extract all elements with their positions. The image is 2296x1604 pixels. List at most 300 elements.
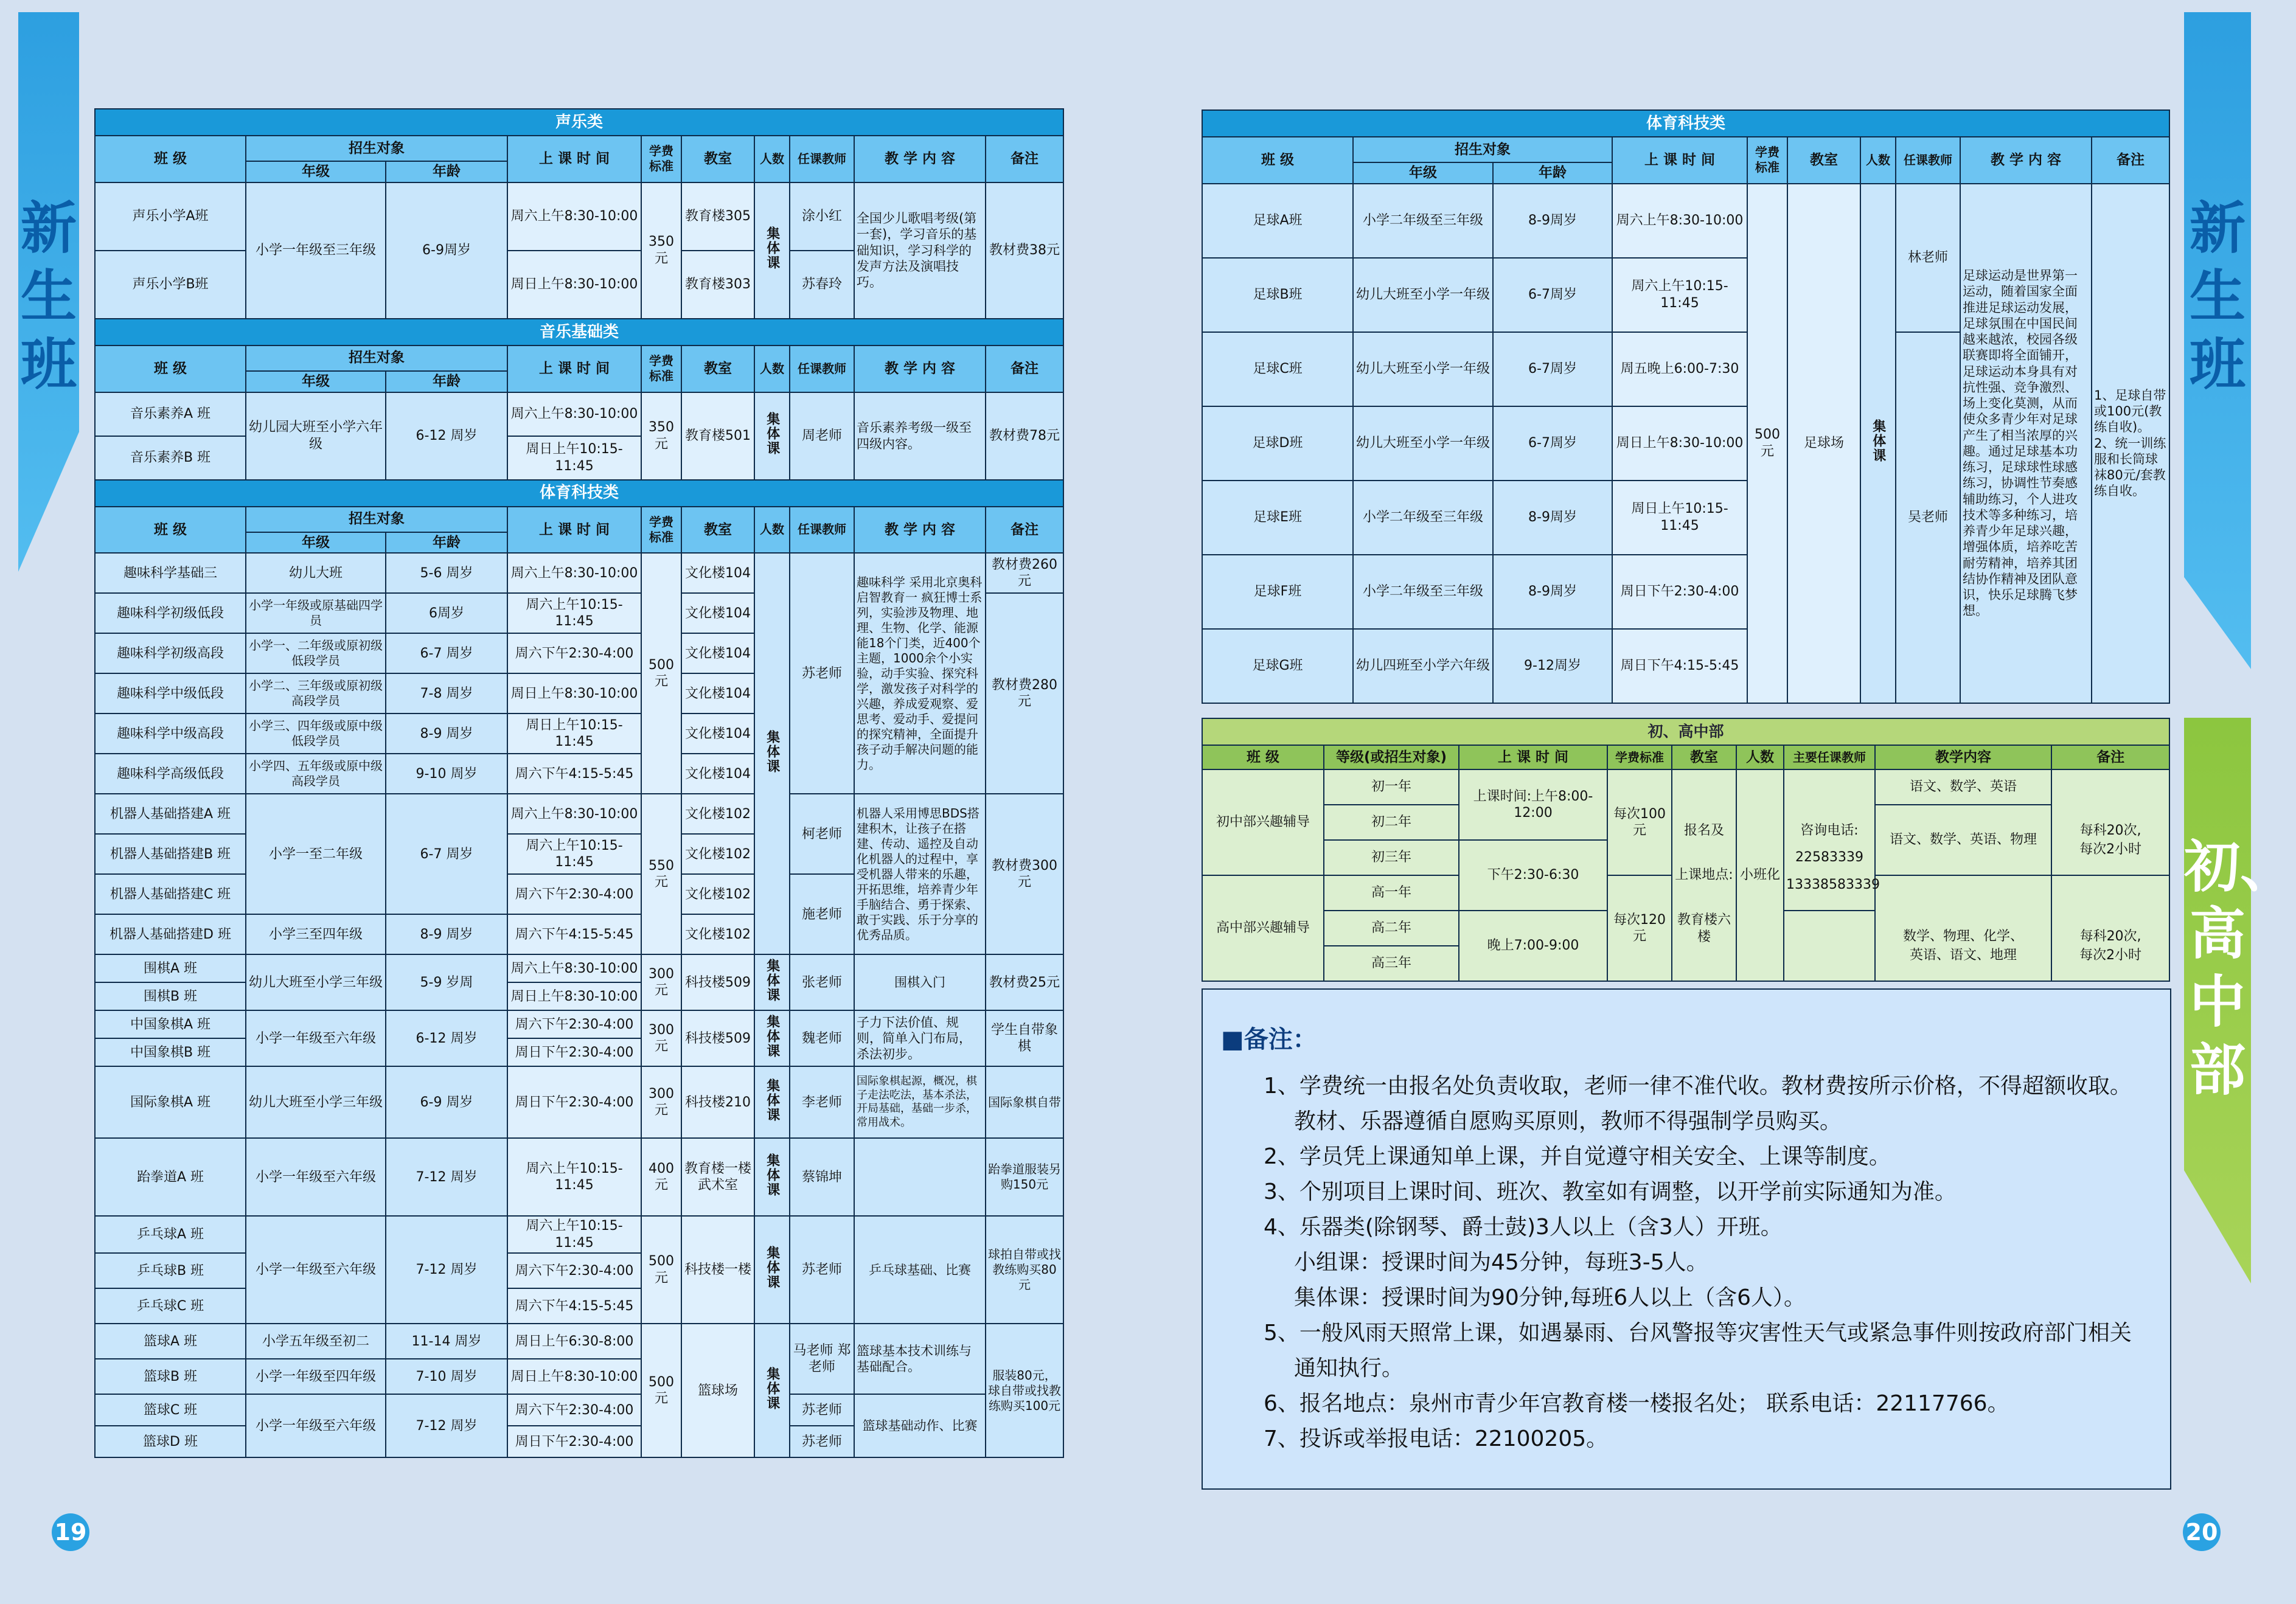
hdr-class: 班 级 (95, 136, 246, 182)
grade-cell: 小学四、五年级或原中级高段学员 (246, 754, 386, 794)
time-cell: 周六上午8:30-10:00 (507, 182, 641, 251)
num-cell (754, 182, 790, 319)
age-cell: 6-7周岁 (1493, 332, 1612, 406)
remark-cell: 每次2小时 (2051, 840, 2169, 875)
hdr-teacher: 任课教师 (1896, 137, 1960, 184)
hdr-class: 班 级 (95, 507, 246, 554)
grade-cell: 小学一至二年级 (246, 794, 386, 914)
hdr-time: 上 课 时 间 (507, 507, 641, 554)
room-cell: 文化楼102 (681, 914, 754, 954)
table-row: 足球B班 (1202, 258, 1353, 332)
num-cell (754, 553, 790, 954)
hdr-room: 教室 (1787, 137, 1860, 184)
table-row: 乒乓球B 班 (95, 1253, 246, 1288)
hdr-content: 教 学 内 容 (854, 345, 986, 392)
hdr-num: 人数 (754, 345, 790, 392)
time-cell: 周六上午8:30-10:00 (1612, 184, 1747, 258)
hdr-grade: 年级 (246, 532, 386, 554)
hdr-target: 招生对象 (246, 345, 507, 371)
num-text: 集体课 (764, 1246, 780, 1290)
age-cell: 7-12 周岁 (386, 1216, 507, 1324)
hdr-time: 上 课 时 间 (1459, 745, 1607, 769)
room-cell: 文化楼102 (681, 874, 754, 914)
hdr-target: 招生对象 (246, 507, 507, 532)
age-cell: 7-10 周岁 (386, 1359, 507, 1394)
table-row: 中国象棋B 班 (95, 1038, 246, 1066)
hdr-fee: 学费标准 (641, 507, 681, 554)
num-cell (754, 392, 790, 480)
teacher-cell: 咨询电话: (1784, 769, 1875, 840)
teacher-cell: 施老师 (790, 874, 854, 954)
hdr-content: 教 学 内 容 (854, 136, 986, 182)
time-cell: 周六上午10:15-11:45 (507, 1138, 641, 1216)
table-row: 趣味科学基础三 (95, 553, 246, 593)
content-cell: 篮球基本技术训练与基础配合。 (854, 1324, 986, 1394)
hdr-class: 班 级 (1202, 137, 1353, 184)
note-line: 5、一般风雨天照常上课，如遇暴雨、台风警报等灾害性天气或紧急事件则按政府部门相关 (1264, 1321, 2132, 1345)
time-cell: 周日下午2:30-4:00 (507, 1066, 641, 1138)
teacher-cell: 张老师 (790, 954, 854, 1010)
content-cell: 围棋入门 (854, 954, 986, 1010)
table-row: 足球G班 (1202, 629, 1353, 703)
remark-cell: 跆拳道服装另购150元 (986, 1138, 1063, 1216)
time-cell: 周六上午10:15-11:45 (507, 593, 641, 633)
right-sidebar-label-bottom-b: 高中部 (2189, 901, 2246, 1103)
time-cell: 周日上午10:15-11:45 (507, 436, 641, 480)
grade-cell: 小学一年级至三年级 (246, 182, 386, 319)
hdr-teacher: 任课教师 (790, 507, 854, 554)
num-cell: 小班化 (1736, 769, 1784, 981)
high-school-table (1202, 718, 2170, 982)
age-cell: 7-8 周岁 (386, 673, 507, 713)
table-row: 足球A班 (1202, 184, 1353, 258)
time-cell: 周日上午8:30-10:00 (507, 251, 641, 319)
teacher-cell: 苏老师 (790, 553, 854, 794)
time-cell: 周日下午2:30-4:00 (507, 1038, 641, 1066)
time-cell: 周六下午4:15-5:45 (507, 754, 641, 794)
table-row: 篮球A 班 (95, 1324, 246, 1359)
table-row: 趣味科学初级高段 (95, 633, 246, 673)
hdr-age: 年龄 (1493, 162, 1612, 184)
age-cell: 8-9周岁 (1493, 555, 1612, 629)
table-row: 足球F班 (1202, 555, 1353, 629)
time-cell: 周六上午8:30-10:00 (507, 794, 641, 834)
time-cell: 周日上午6:30-8:00 (507, 1324, 641, 1359)
time-cell: 周日下午2:30-4:00 (507, 1426, 641, 1457)
table-row: 篮球D 班 (95, 1426, 246, 1457)
table-row: 趣味科学高级低段 (95, 754, 246, 794)
content-cell: 全国少儿歌唱考级(第一套)，学习音乐的基础知识，学习科学的发声方法及演唱技巧。 (854, 182, 986, 319)
hdr-grade: 年级 (246, 371, 386, 392)
room-cell: 报名及 (1672, 769, 1736, 840)
page-number-left: 19 (52, 1513, 89, 1551)
room-cell: 教育楼六楼 (1672, 911, 1736, 981)
hdr-grade: 年级 (1353, 162, 1493, 184)
age-cell: 6-12 周岁 (386, 1010, 507, 1066)
table-row: 围棋A 班 (95, 954, 246, 982)
age-cell: 7-12 周岁 (386, 1394, 507, 1457)
table-row: 中国象棋A 班 (95, 1010, 246, 1038)
table-row: 乒乓球A 班 (95, 1216, 246, 1253)
grade-cell: 初三年 (1324, 840, 1459, 875)
notes-title: ■备注： (1221, 1026, 1317, 1054)
remark-cell: 球拍自带或找教练购买80元 (986, 1216, 1063, 1324)
teacher-cell: 周老师 (790, 392, 854, 480)
table-row: 篮球C 班 (95, 1394, 246, 1426)
hdr-grade: 等级(或招生对象) (1324, 745, 1459, 769)
table-row: 趣味科学中级低段 (95, 673, 246, 713)
hdr-content: 教学内容 (1875, 745, 2051, 769)
fee-cell: 350 元 (641, 392, 681, 480)
remark-cell: 每科20次, (2051, 875, 2169, 946)
note-line: 1、学费统一由报名处负责收取，老师一律不准代收。教材费按所示价格，不得超额收取。 (1264, 1074, 2132, 1099)
hdr-age: 年龄 (386, 161, 507, 182)
left-sidebar-label: 新生班 (20, 196, 77, 397)
time-cell: 周六下午4:15-5:45 (507, 914, 641, 954)
time-cell: 周六下午2:30-4:00 (507, 1394, 641, 1426)
content-cell: 足球运动是世界第一运动，随着国家全面推进足球运动发展，足球氛围在中国民间越来越浓，校园各级联赛即将全面铺开，足球运动本身具有对抗性强、竞争激烈、场上变化莫测，从而使众多青少年对足球产生了相当浓厚的兴趣。通过足球基本功练习，足球球性球感练习，协调性节奏感辅助练习，个人进攻技术等多种练习，培养青少年足球兴趣，增强体质，培养吃苦耐劳精神，培养其团结协作精神及团队意识，快乐足球腾飞梦想。 (1960, 184, 2092, 703)
hdr-room: 教室 (1672, 745, 1736, 769)
hdr-teacher: 任课教师 (790, 136, 854, 182)
age-cell: 7-12 周岁 (386, 1138, 507, 1216)
time-cell: 周日上午8:30-10:00 (507, 673, 641, 713)
hdr-remark: 备注 (2051, 745, 2169, 769)
time-cell: 周六下午2:30-4:00 (507, 874, 641, 914)
table-row: 围棋B 班 (95, 982, 246, 1010)
hdr-class: 班 级 (95, 345, 246, 392)
table-row: 跆拳道A 班 (95, 1138, 246, 1216)
hdr-teacher: 主要任课教师 (1784, 745, 1875, 769)
fee-cell: 350元 (641, 182, 681, 319)
remark-cell: 1、足球自带或100元(教练自收)。2、统一训练服和长筒球袜80元/套教练自收。 (2092, 184, 2169, 703)
age-cell: 9-10 周岁 (386, 754, 507, 794)
hdr-content: 教 学 内 容 (854, 507, 986, 554)
room-cell: 教育楼501 (681, 392, 754, 480)
fee-cell: 300 元 (641, 1010, 681, 1066)
note-line: 2、学员凭上课通知单上课，并自觉遵守相关安全、上课等制度。 (1264, 1144, 1891, 1169)
hdr-remark: 备注 (986, 507, 1063, 554)
table-row: 声乐小学A班 (95, 182, 246, 251)
fee-cell: 300 元 (641, 954, 681, 1010)
grade-cell: 小学三至四年级 (246, 914, 386, 954)
content-cell: 乒乓球基础、比赛 (854, 1216, 986, 1324)
remark-cell: 教材费280元 (986, 593, 1063, 794)
teacher-cell: 苏春玲 (790, 251, 854, 319)
room-cell: 教育楼303 (681, 251, 754, 319)
grade-cell: 小学二年级至三年级 (1353, 481, 1493, 555)
grade-cell: 小学二、三年级或原初级高段学员 (246, 673, 386, 713)
time-cell: 周六上午10:15-11:45 (507, 834, 641, 874)
time-cell: 周六下午4:15-5:45 (507, 1288, 641, 1324)
teacher-cell: 22583339 (1784, 840, 1875, 875)
teacher-cell-empty (1784, 911, 1875, 981)
num-text: 集体课 (764, 1014, 780, 1058)
num-text: 集体课 (1870, 419, 1886, 463)
hdr-time: 上 课 时 间 (507, 345, 641, 392)
note-line: 通知执行。 (1294, 1356, 1404, 1381)
content-cell: 趣味科学 采用北京奥科启智教育一 疯狂博士系列，实验涉及物理、地理、生物、化学、能源能18个门类，近400个主题，1000余个小实验，动手实验、探究科学，激发孩子对科学的兴趣，养成爱观察、爱思考、爱动手、爱提问的探究精神，全面提升孩子动手解决问题的能力。 (854, 553, 986, 794)
room-cell: 文化楼102 (681, 794, 754, 834)
room-cell: 文化楼102 (681, 834, 754, 874)
content-cell: 篮球基础动作、比赛 (854, 1394, 986, 1457)
note-line: 6、报名地点：泉州市青少年宫教育楼一楼报名处； 联系电话：22117766。 (1264, 1391, 2009, 1416)
content-cell: 机器人采用博思BDS搭建积木，让孩子在搭建、传动、遥控及自动化机器人的过程中，享受机器人带来的乐趣，开拓思维，培养青少年手脑结合、勇于探索、敢于实践、乐于分享的优秀品质。 (854, 794, 986, 954)
room-cell: 文化楼104 (681, 673, 754, 713)
grade-cell: 小学一年级至六年级 (246, 1010, 386, 1066)
grade-cell: 小学五年级至初二 (246, 1324, 386, 1359)
hdr-target: 招生对象 (1353, 137, 1612, 162)
teacher-cell: 苏老师 (790, 1426, 854, 1457)
hdr-time: 上 课 时 间 (1612, 137, 1747, 184)
age-cell: 8-9 周岁 (386, 713, 507, 754)
grade-cell: 小学二年级至三年级 (1353, 184, 1493, 258)
age-cell: 6-12 周岁 (386, 392, 507, 480)
table-row: 篮球B 班 (95, 1359, 246, 1394)
grade-cell: 高一年 (1324, 875, 1459, 911)
notes-panel (1202, 988, 2171, 1490)
note-line: 集体课：授课时间为90分钟,每班6人以上（含6人）。 (1294, 1285, 1806, 1310)
age-cell: 5-9 岁周 (386, 954, 507, 1010)
table-row: 机器人基础搭建D 班 (95, 914, 246, 954)
room-cell: 足球场 (1787, 184, 1860, 703)
fee-cell: 300 元 (641, 1066, 681, 1138)
note-line: 7、投诉或举报电话：22100205。 (1264, 1426, 1609, 1451)
remark-cell: 教材费260元 (986, 553, 1063, 593)
age-cell: 6周岁 (386, 593, 507, 633)
time-cell: 晚上7:00-9:00 (1459, 911, 1607, 981)
room-cell: 文化楼104 (681, 713, 754, 754)
hdr-num: 人数 (754, 136, 790, 182)
hdr-target: 招生对象 (246, 136, 507, 161)
room-cell: 科技楼509 (681, 1010, 754, 1066)
page-number-right: 20 (2183, 1513, 2221, 1551)
table-row: 声乐小学B班 (95, 251, 246, 319)
time-cell: 周日下午4:15-5:45 (1612, 629, 1747, 703)
fee-cell: 550元 (641, 794, 681, 954)
table-row: 机器人基础搭建C 班 (95, 874, 246, 914)
time-cell: 周日下午2:30-4:00 (1612, 555, 1747, 629)
grade-cell: 小学一年级或原基础四学员 (246, 593, 386, 633)
note-line: 教材、乐器遵循自愿购买原则，教师不得强制学员购买。 (1294, 1109, 1842, 1134)
time-cell: 周日上午8:30-10:00 (1612, 406, 1747, 481)
grade-cell: 幼儿大班至小学一年级 (1353, 406, 1493, 481)
section-title-music: 音乐基础类 (95, 319, 1063, 345)
content-cell: 国际象棋起源，概况，棋子走法吃法，基本杀法，开局基础，基础一步杀，常用战术。 (854, 1066, 986, 1138)
grade-cell: 高二年 (1324, 911, 1459, 946)
section-title-football: 体育科技类 (1202, 110, 2169, 137)
section-title-vocal: 声乐类 (95, 109, 1063, 136)
table-row: 趣味科学初级低段 (95, 593, 246, 633)
table-row: 初中部兴趣辅导 (1202, 769, 1324, 875)
time-cell: 周日上午10:15-11:45 (1612, 481, 1747, 555)
remark-cell: 教材费78元 (986, 392, 1063, 480)
time-cell: 周日上午10:15-11:45 (507, 713, 641, 754)
room-cell: 上课地点: (1672, 840, 1736, 911)
room-cell: 教育楼305 (681, 182, 754, 251)
table-row: 音乐素养A 班 (95, 392, 246, 436)
remark-cell: 每次2小时 (2051, 946, 2169, 981)
fee-cell: 400 元 (641, 1138, 681, 1216)
age-cell: 8-9 周岁 (386, 914, 507, 954)
num-text: 集体课 (764, 411, 780, 456)
age-cell: 5-6 周岁 (386, 553, 507, 593)
section-title-sport-tech: 体育科技类 (95, 480, 1063, 507)
room-cell: 文化楼104 (681, 633, 754, 673)
num-cell (1860, 184, 1896, 703)
age-cell: 6-7 周岁 (386, 633, 507, 673)
fee-cell: 500 元 (641, 1216, 681, 1324)
table-row: 机器人基础搭建A 班 (95, 794, 246, 834)
grade-cell: 幼儿大班至小学三年级 (246, 954, 386, 1010)
room-cell: 篮球场 (681, 1324, 754, 1457)
remark-cell: 每科20次, (2051, 769, 2169, 840)
remark-cell: 服装80元，球自带或找教练购买100元 (986, 1324, 1063, 1457)
content-cell: 子力下法价值、规则，简单入门布局，杀法初步。 (854, 1010, 986, 1066)
grade-cell: 小学一、二年级或原初级低段学员 (246, 633, 386, 673)
hdr-room: 教室 (681, 136, 754, 182)
time-cell: 上课时间:上午8:00-12:00 (1459, 769, 1607, 840)
room-cell: 科技楼一楼 (681, 1216, 754, 1324)
num-text: 集体课 (764, 1078, 780, 1122)
time-cell: 下午2:30-6:30 (1459, 840, 1607, 911)
note-line: 小组课：授课时间为45分钟，每班3-5人。 (1294, 1250, 1708, 1275)
teacher-cell: 马老师 郑老师 (790, 1324, 854, 1394)
grade-cell: 高三年 (1324, 946, 1459, 981)
content-cell: 数学、物理、化学、 (1875, 875, 2051, 946)
room-cell: 科技楼509 (681, 954, 754, 1010)
grade-cell: 幼儿大班至小学一年级 (1353, 258, 1493, 332)
time-cell: 周五晚上6:00-7:30 (1612, 332, 1747, 406)
fee-cell: 500 元 (641, 1324, 681, 1457)
num-text: 集体课 (764, 226, 780, 270)
content-cell: 语文、数学、英语 (1875, 769, 2051, 805)
hdr-remark: 备注 (2092, 137, 2169, 184)
time-cell: 周六上午8:30-10:00 (507, 954, 641, 982)
table-row: 趣味科学中级高段 (95, 713, 246, 754)
num-cell (754, 1010, 790, 1066)
age-cell: 8-9周岁 (1493, 481, 1612, 555)
teacher-cell: 苏老师 (790, 1394, 854, 1426)
hdr-num: 人数 (754, 507, 790, 554)
age-cell: 6-7周岁 (1493, 258, 1612, 332)
age-cell: 6-7 周岁 (386, 794, 507, 914)
grade-cell: 小学二年级至三年级 (1353, 555, 1493, 629)
remark-cell: 教材费300元 (986, 794, 1063, 954)
teacher-cell: 柯老师 (790, 794, 854, 874)
fee-cell: 每次100元 (1607, 769, 1672, 875)
table-row: 高中部兴趣辅导 (1202, 875, 1324, 981)
hdr-fee: 学费标准 (641, 345, 681, 392)
grade-cell: 小学一年级至六年级 (246, 1216, 386, 1324)
hdr-grade: 年级 (246, 161, 386, 182)
content-cell: 英语、语文、地理 (1875, 946, 2051, 981)
left-course-table (94, 108, 1064, 1458)
grade-cell: 小学一年级至四年级 (246, 1359, 386, 1394)
age-cell: 6-9周岁 (386, 182, 507, 319)
teacher-cell: 苏老师 (790, 1216, 854, 1324)
content-cell: 语文、数学、英语、物理 (1875, 805, 2051, 875)
room-cell: 科技楼210 (681, 1066, 754, 1138)
hdr-class: 班 级 (1202, 745, 1324, 769)
table-row: 乒乓球C 班 (95, 1288, 246, 1324)
hdr-fee: 学费标准 (641, 136, 681, 182)
num-text: 集体课 (764, 729, 780, 774)
fee-cell: 500元 (1747, 184, 1787, 703)
remark-cell: 教材费38元 (986, 182, 1063, 319)
note-line: 3、个别项目上课时间、班次、教室如有调整，以开学前实际通知为准。 (1264, 1179, 1957, 1204)
hdr-fee: 学费标准 (1747, 137, 1787, 184)
grade-cell: 幼儿大班至小学三年级 (246, 1066, 386, 1138)
age-cell: 6-9 周岁 (386, 1066, 507, 1138)
table-row: 机器人基础搭建B 班 (95, 834, 246, 874)
remark-cell: 教材费25元 (986, 954, 1063, 1010)
teacher-cell: 涂小红 (790, 182, 854, 251)
right-sidebar-label-top: 新生班 (2189, 196, 2246, 397)
time-cell: 周六上午8:30-10:00 (507, 553, 641, 593)
time-cell: 周日上午8:30-10:00 (507, 982, 641, 1010)
hdr-age: 年龄 (386, 532, 507, 554)
hdr-teacher: 任课教师 (790, 345, 854, 392)
age-cell: 8-9周岁 (1493, 184, 1612, 258)
grade-cell: 小学一年级至六年级 (246, 1138, 386, 1216)
age-cell: 9-12周岁 (1493, 629, 1612, 703)
football-table (1202, 109, 2170, 704)
teacher-cell: 蔡锦坤 (790, 1138, 854, 1216)
teacher-cell: 13338583339 (1784, 875, 1875, 911)
num-cell (754, 1216, 790, 1324)
table-row: 足球D班 (1202, 406, 1353, 481)
content-cell (854, 1138, 986, 1216)
hdr-room: 教室 (681, 507, 754, 554)
content-cell: 音乐素养考级一级至四级内容。 (854, 392, 986, 480)
hdr-fee: 学费标准 (1607, 745, 1672, 769)
room-cell: 教育楼一楼武术室 (681, 1138, 754, 1216)
hdr-remark: 备注 (986, 345, 1063, 392)
teacher-cell: 李老师 (790, 1066, 854, 1138)
time-cell: 周六上午10:15-11:45 (1612, 258, 1747, 332)
grade-cell: 幼儿园大班至小学六年级 (246, 392, 386, 480)
hdr-room: 教室 (681, 345, 754, 392)
note-line: 4、乐器类(除钢琴、爵士鼓)3人以上（含3人）开班。 (1264, 1215, 1783, 1240)
num-text: 集体课 (764, 1153, 780, 1197)
hdr-content: 教 学 内 容 (1960, 137, 2092, 184)
num-text: 集体课 (764, 1366, 780, 1411)
table-row: 国际象棋A 班 (95, 1066, 246, 1138)
grade-cell: 幼儿四班至小学六年级 (1353, 629, 1493, 703)
num-cell (754, 954, 790, 1010)
room-cell: 文化楼104 (681, 754, 754, 794)
section-title-high-school: 初、高中部 (1202, 718, 2169, 745)
room-cell: 文化楼104 (681, 593, 754, 633)
time-cell: 周日上午8:30-10:00 (507, 1359, 641, 1394)
grade-cell: 小学一年级至六年级 (246, 1394, 386, 1457)
hdr-num: 人数 (1736, 745, 1784, 769)
num-cell (754, 1324, 790, 1457)
grade-cell: 幼儿大班至小学一年级 (1353, 332, 1493, 406)
num-cell (754, 1066, 790, 1138)
time-cell: 周六下午2:30-4:00 (507, 1253, 641, 1288)
remark-cell: 学生自带象棋 (986, 1010, 1063, 1066)
grade-cell: 初二年 (1324, 805, 1459, 840)
hdr-num: 人数 (1860, 137, 1896, 184)
room-cell: 文化楼104 (681, 553, 754, 593)
time-cell: 周六上午8:30-10:00 (507, 392, 641, 436)
num-cell (754, 1138, 790, 1216)
num-text: 集体课 (764, 958, 780, 1002)
grade-cell: 小学三、四年级或原中级低段学员 (246, 713, 386, 754)
grade-cell: 幼儿大班 (246, 553, 386, 593)
fee-cell: 500元 (641, 553, 681, 794)
